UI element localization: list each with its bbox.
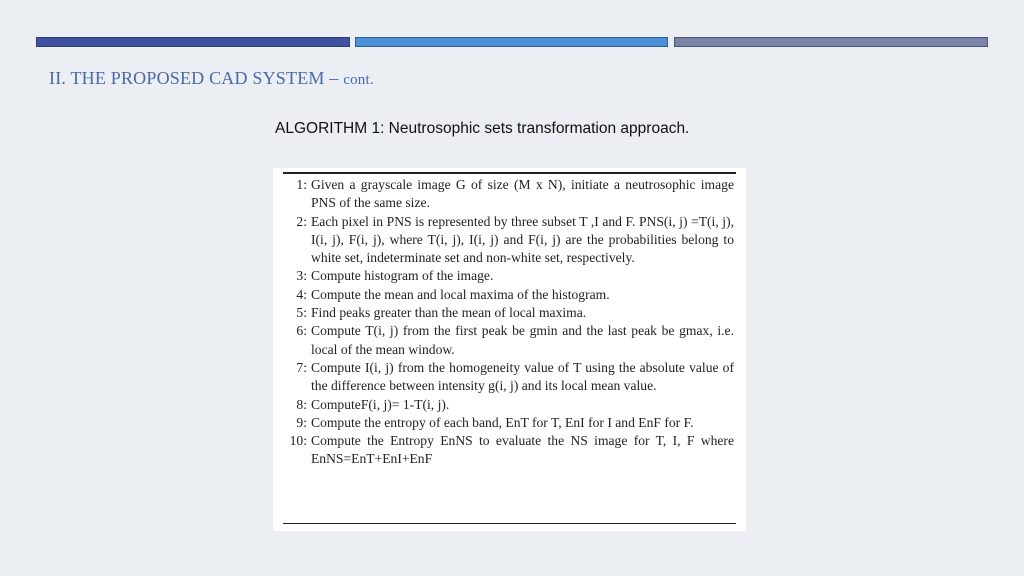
step-text: Each pixel in PNS is represented by three subset T ,I and F. PNS(i, j) =T(i, j), I(i, j), F(i, j), where T(i, j), I(i, j) and F(i, j) are the probabilities belong to white set, indeterminate set and non-white set, respectively. bbox=[311, 213, 734, 266]
step-number: 3: bbox=[296, 268, 307, 284]
algorithm-steps bbox=[287, 176, 734, 469]
step-number: 8: bbox=[296, 396, 307, 412]
slide-title-main: II. THE PROPOSED CAD SYSTEM – bbox=[49, 68, 339, 88]
header-bar-dark bbox=[36, 37, 350, 47]
algorithm-top-rule bbox=[283, 172, 736, 174]
algorithm-bottom-rule bbox=[283, 523, 736, 525]
step-number: 6: bbox=[296, 323, 307, 339]
algorithm-step bbox=[287, 359, 734, 396]
step-text: Find peaks greater than the mean of local maxima. bbox=[311, 305, 587, 321]
algorithm-step bbox=[287, 322, 734, 359]
step-text: Compute the entropy of each band, EnT for T, EnI for I and EnF for F. bbox=[311, 414, 694, 430]
step-text: Compute histogram of the image. bbox=[311, 268, 494, 284]
step-number: 10: bbox=[289, 433, 307, 449]
algorithm-caption: ALGORITHM 1: Neutrosophic sets transformation approach. bbox=[275, 120, 690, 137]
algorithm-step bbox=[287, 267, 734, 285]
algorithm-step bbox=[287, 304, 734, 322]
step-text: Compute the mean and local maxima of the histogram. bbox=[311, 286, 610, 302]
algorithm-step bbox=[287, 414, 734, 432]
step-text: Given a grayscale image G of size (M x N), initiate a neutrosophic image PNS of the same size. bbox=[311, 177, 734, 211]
algorithm-box bbox=[273, 168, 746, 531]
header-bar-light bbox=[355, 37, 668, 47]
step-number: 7: bbox=[296, 359, 307, 375]
slide-title bbox=[49, 68, 374, 89]
step-text: Compute the Entropy EnNS to evaluate the NS image for T, I, F where EnNS=EnT+EnI+EnF bbox=[311, 433, 734, 467]
step-number: 2: bbox=[296, 213, 307, 229]
algorithm-step bbox=[287, 432, 734, 469]
step-text: Compute T(i, j) from the first peak be gmin and the last peak be gmax, i.e. local of the mean window. bbox=[311, 323, 734, 357]
algorithm-step bbox=[287, 396, 734, 414]
step-text: Compute I(i, j) from the homogeneity value of T using the absolute value of the difference between intensity g(i, j) and its local mean value. bbox=[311, 359, 734, 394]
step-number: 1: bbox=[296, 177, 307, 192]
step-number: 4: bbox=[296, 286, 307, 302]
algorithm-step bbox=[287, 286, 734, 304]
algorithm-step bbox=[287, 176, 734, 213]
header-bar-gray bbox=[674, 37, 988, 47]
algorithm-step bbox=[287, 213, 734, 268]
step-number: 9: bbox=[296, 414, 307, 430]
step-text: ComputeF(i, j)= 1-T(i, j). bbox=[311, 396, 450, 412]
slide-title-cont: cont. bbox=[343, 72, 374, 88]
step-number: 5: bbox=[296, 305, 307, 321]
